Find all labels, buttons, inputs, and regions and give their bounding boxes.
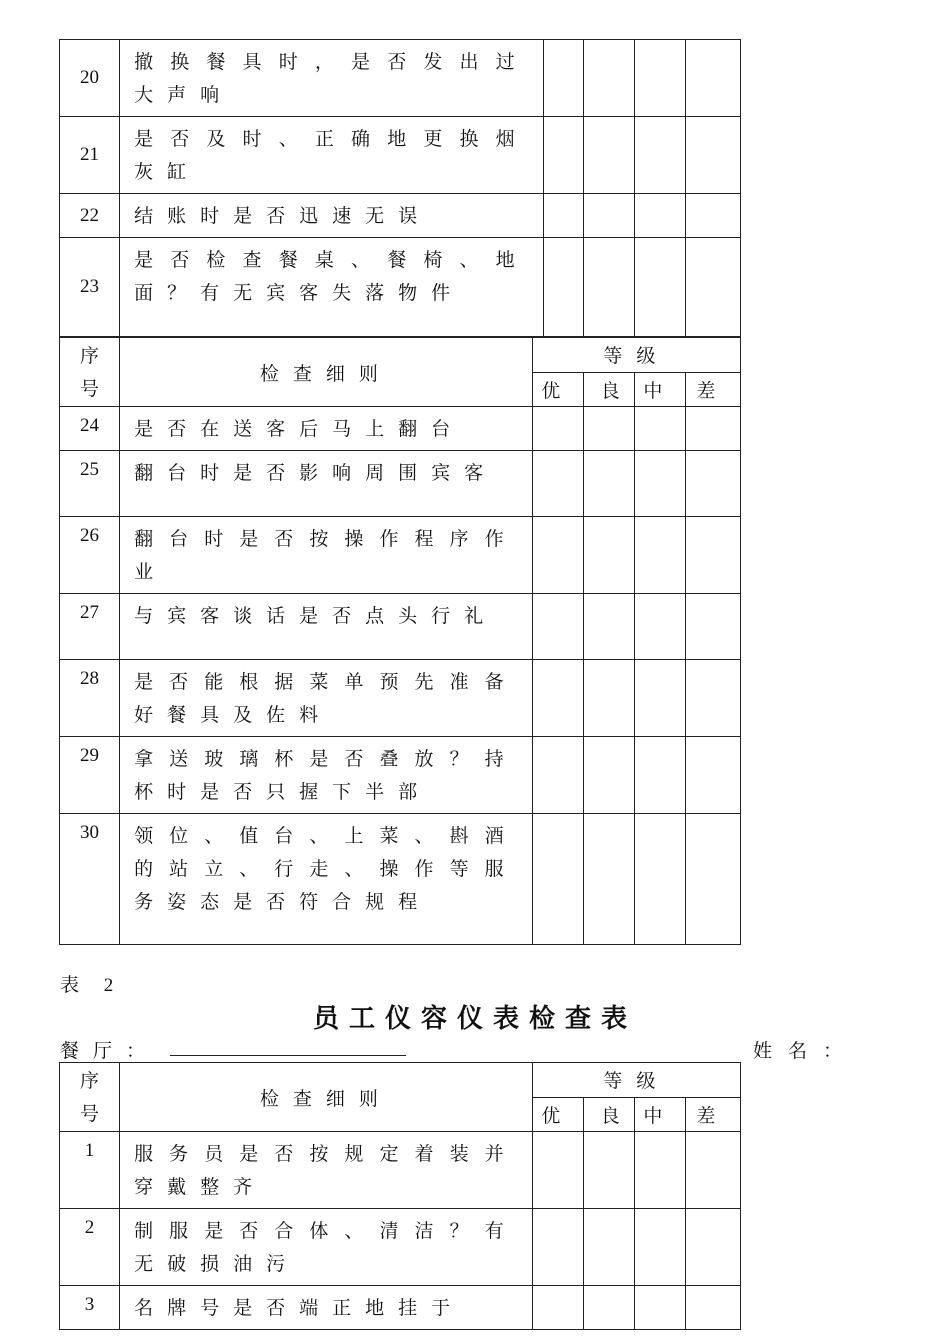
item-number: 28	[60, 660, 120, 737]
grade-label: 差	[685, 1097, 740, 1132]
grade-cell[interactable]	[685, 737, 740, 814]
grade-cell[interactable]	[532, 814, 583, 945]
inspection-table	[59, 337, 741, 945]
grade-label: 优	[532, 1097, 583, 1132]
table-label: 表 2	[60, 975, 124, 996]
item-criteria: 是否检查餐桌、餐椅、地面？有无宾客失落物件	[120, 238, 544, 337]
grade-cell[interactable]	[634, 517, 685, 594]
grade-cell[interactable]	[685, 1286, 740, 1330]
item-number: 22	[60, 194, 120, 238]
seq-header	[60, 1063, 120, 1132]
seq-header-text: 序 号	[80, 346, 100, 400]
form-title: 员工仪容仪表检查表	[312, 1004, 637, 1033]
grade-cell[interactable]	[634, 238, 685, 337]
grade-cell[interactable]	[634, 407, 685, 451]
grade-cell[interactable]	[634, 451, 685, 517]
grade-cell[interactable]	[583, 40, 634, 117]
item-number: 24	[60, 407, 120, 451]
item-criteria: 是否及时、正确地更换烟灰缸	[120, 117, 544, 194]
grade-cell[interactable]	[685, 407, 740, 451]
appearance-inspection-table	[59, 1062, 741, 1330]
grade-cell[interactable]	[583, 594, 634, 660]
item-criteria: 服务员是否按规定着装并穿戴整齐	[120, 1132, 533, 1209]
item-number: 29	[60, 737, 120, 814]
item-criteria: 翻台时是否按操作程序作业	[120, 517, 533, 594]
grade-cell[interactable]	[583, 814, 634, 945]
grade-cell[interactable]	[634, 814, 685, 945]
item-criteria: 撤换餐具时，是否发出过大声响	[120, 40, 544, 117]
item-criteria: 制服是否合体、清洁？有无破损油污	[120, 1209, 533, 1286]
item-number: 23	[60, 238, 120, 337]
table-row	[60, 40, 741, 117]
table-row	[60, 407, 741, 451]
grade-cell[interactable]	[532, 451, 583, 517]
item-criteria: 翻台时是否影响周围宾客	[120, 451, 533, 517]
grade-cell[interactable]	[685, 1209, 740, 1286]
grade-cell[interactable]	[532, 407, 583, 451]
table-row	[60, 594, 741, 660]
grade-cell[interactable]	[685, 451, 740, 517]
grade-cell[interactable]	[634, 1209, 685, 1286]
item-number: 30	[60, 814, 120, 945]
grade-cell[interactable]	[583, 1132, 634, 1209]
grade-cell[interactable]	[532, 1209, 583, 1286]
grade-cell[interactable]	[634, 737, 685, 814]
grade-label: 良	[583, 1097, 634, 1132]
table-row	[60, 1132, 741, 1209]
table-row	[60, 517, 741, 594]
grade-label: 中	[634, 1097, 685, 1132]
grade-cell[interactable]	[532, 594, 583, 660]
table-row	[60, 451, 741, 517]
grade-cell[interactable]	[583, 660, 634, 737]
table-row	[60, 737, 741, 814]
table-row	[60, 117, 741, 194]
grade-cell[interactable]	[685, 517, 740, 594]
table-row	[60, 238, 741, 337]
grade-cell[interactable]	[685, 238, 740, 337]
grade-cell[interactable]	[532, 1132, 583, 1209]
grade-cell[interactable]	[532, 517, 583, 594]
grade-cell[interactable]	[583, 407, 634, 451]
grade-cell[interactable]	[685, 660, 740, 737]
grade-cell[interactable]	[532, 737, 583, 814]
grade-cell[interactable]	[634, 660, 685, 737]
grade-cell[interactable]	[685, 117, 740, 194]
grade-cell[interactable]	[583, 117, 634, 194]
grade-cell[interactable]	[583, 517, 634, 594]
grade-cell[interactable]	[543, 238, 583, 337]
table-row	[60, 1286, 741, 1330]
item-criteria: 是否在送客后马上翻台	[120, 407, 533, 451]
item-criteria: 拿送玻璃杯是否叠放？持杯时是否只握下半部	[120, 737, 533, 814]
name-label: 姓名：	[753, 1041, 859, 1062]
item-number: 26	[60, 517, 120, 594]
table-row	[60, 1209, 741, 1286]
item-criteria: 结账时是否迅速无误	[120, 194, 544, 238]
item-criteria: 领位、值台、上菜、斟酒的站立、行走、操作等服务姿态是否符合规程	[120, 814, 533, 945]
grade-cell[interactable]	[685, 40, 740, 117]
grade-cell[interactable]	[583, 1209, 634, 1286]
item-number: 27	[60, 594, 120, 660]
item-criteria: 与宾客谈话是否点头行礼	[120, 594, 533, 660]
grade-label: 优	[532, 372, 583, 407]
grade-header: 等级	[532, 338, 740, 373]
grade-label: 差	[685, 372, 740, 407]
item-number: 21	[60, 117, 120, 194]
criteria-header: 检查细则	[120, 338, 533, 407]
grade-cell[interactable]	[685, 1132, 740, 1209]
grade-cell[interactable]	[583, 737, 634, 814]
item-number: 3	[60, 1286, 120, 1330]
item-number: 25	[60, 451, 120, 517]
grade-cell[interactable]	[532, 1286, 583, 1330]
item-criteria: 名牌号是否端正地挂于	[120, 1286, 533, 1330]
grade-cell[interactable]	[583, 1286, 634, 1330]
item-criteria: 是否能根据菜单预先准备好餐具及佐料	[120, 660, 533, 737]
grade-cell[interactable]	[685, 814, 740, 945]
grade-cell[interactable]	[634, 1286, 685, 1330]
grade-cell[interactable]	[543, 117, 583, 194]
seq-header	[60, 338, 120, 407]
item-number: 2	[60, 1209, 120, 1286]
criteria-header: 检查细则	[120, 1063, 533, 1132]
grade-cell[interactable]	[634, 40, 685, 117]
grade-cell[interactable]	[685, 194, 740, 238]
grade-cell[interactable]	[634, 1132, 685, 1209]
restaurant-label: 餐厅：	[60, 1041, 160, 1062]
grade-cell[interactable]	[634, 194, 685, 238]
grade-cell[interactable]	[543, 194, 583, 238]
item-number: 1	[60, 1132, 120, 1209]
table-row	[60, 194, 741, 238]
table-row	[60, 660, 741, 737]
grade-header: 等级	[532, 1063, 740, 1098]
grade-label: 中	[634, 372, 685, 407]
restaurant-field-line	[170, 1055, 406, 1056]
inspection-table-continued	[59, 39, 741, 337]
grade-cell[interactable]	[634, 594, 685, 660]
grade-cell[interactable]	[532, 660, 583, 737]
grade-cell[interactable]	[543, 40, 583, 117]
seq-header-text: 序 号	[80, 1071, 100, 1125]
grade-cell[interactable]	[685, 594, 740, 660]
grade-cell[interactable]	[634, 117, 685, 194]
item-number: 20	[60, 40, 120, 117]
grade-cell[interactable]	[583, 194, 634, 238]
grade-label: 良	[583, 372, 634, 407]
grade-cell[interactable]	[583, 451, 634, 517]
grade-cell[interactable]	[583, 238, 634, 337]
table-row	[60, 814, 741, 945]
